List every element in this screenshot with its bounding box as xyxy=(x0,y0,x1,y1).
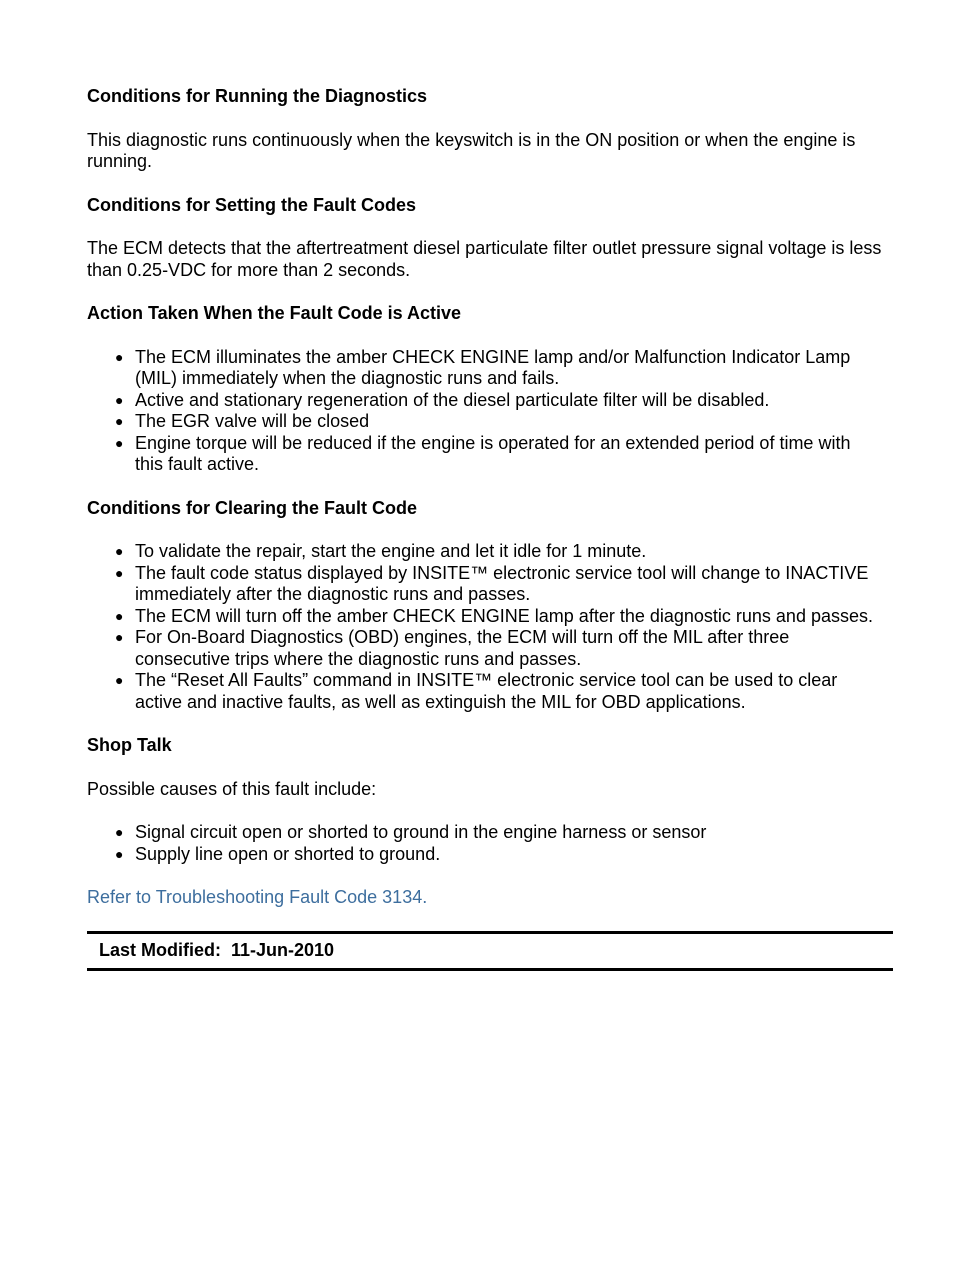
section-paragraph-shop-talk: Possible causes of this fault include: xyxy=(87,778,377,799)
causes-list xyxy=(87,822,893,865)
clearing-list xyxy=(87,541,893,713)
list-item: ● Supply line open or shorted to ground. xyxy=(115,843,441,864)
bullet-icon: ● xyxy=(115,413,124,429)
bullet-icon: ● xyxy=(115,543,124,559)
list-item: ● Active and stationary regeneration of the diesel particulate filter will be disabled. xyxy=(115,389,770,410)
bullet-icon: ● xyxy=(115,348,124,365)
list-item: ● For On-Board Diagnostics (OBD) engines, the ECM will turn off the MIL after three consecutive trips where the diagnostic runs and passes. xyxy=(115,627,790,669)
list-item: ● The “Reset All Faults” command in INSITE™ electronic service tool can be used to clear active and inactive faults, as well as extinguish the MIL for OBD applications. xyxy=(115,670,838,712)
list-item: ● The EGR valve will be closed xyxy=(115,411,370,431)
list-item: ● To validate the repair, start the engine and let it idle for 1 minute. xyxy=(115,541,647,561)
section-heading-setting: Conditions for Setting the Fault Codes xyxy=(87,194,416,215)
last-modified-label: Last Modified: 11-Jun-2010 xyxy=(99,939,335,960)
bullet-icon: ● xyxy=(115,824,124,840)
section-heading-action: Action Taken When the Fault Code is Active xyxy=(87,303,462,323)
bullet-icon: ● xyxy=(115,629,124,645)
section-heading-running: Conditions for Running the Diagnostics xyxy=(87,86,427,106)
bullet-icon: ● xyxy=(115,391,124,408)
section-paragraph-running: This diagnostic runs continuously when the keyswitch is in the ON position or when the engine is running. xyxy=(87,129,856,171)
bullet-icon: ● xyxy=(115,845,124,862)
bullet-icon: ● xyxy=(115,672,124,688)
list-item: ● The ECM illuminates the amber CHECK ENGINE lamp and/or Malfunction Indicator Lamp (MIL) immediately when the diagnostic runs and fails. xyxy=(115,346,851,388)
last-modified-bar xyxy=(87,931,893,971)
list-item: ● Signal circuit open or shorted to ground in the engine harness or sensor xyxy=(115,822,707,842)
section-heading-shop-talk: Shop Talk xyxy=(87,735,172,755)
section-heading-clearing: Conditions for Clearing the Fault Code xyxy=(87,497,417,518)
list-item: ● The fault code status displayed by INSITE™ electronic service tool will change to INACTIVE immediately after the diagnostic runs and passes. xyxy=(115,562,869,604)
bullet-icon: ● xyxy=(115,564,124,581)
document-body xyxy=(87,86,893,971)
troubleshooting-link[interactable]: Refer to Troubleshooting Fault Code 3134. xyxy=(87,887,428,907)
action-list xyxy=(87,347,893,476)
section-paragraph-setting: The ECM detects that the aftertreatment diesel particulate filter outlet pressure signal voltage is less than 0.25-VDC for more than 2 seconds. xyxy=(87,238,882,280)
bullet-icon: ● xyxy=(115,607,124,624)
bullet-icon: ● xyxy=(115,434,124,451)
list-item: ● The ECM will turn off the amber CHECK ENGINE lamp after the diagnostic runs and passes. xyxy=(115,605,873,626)
list-item: ● Engine torque will be reduced if the engine is operated for an extended period of time with this fault active. xyxy=(115,432,851,474)
